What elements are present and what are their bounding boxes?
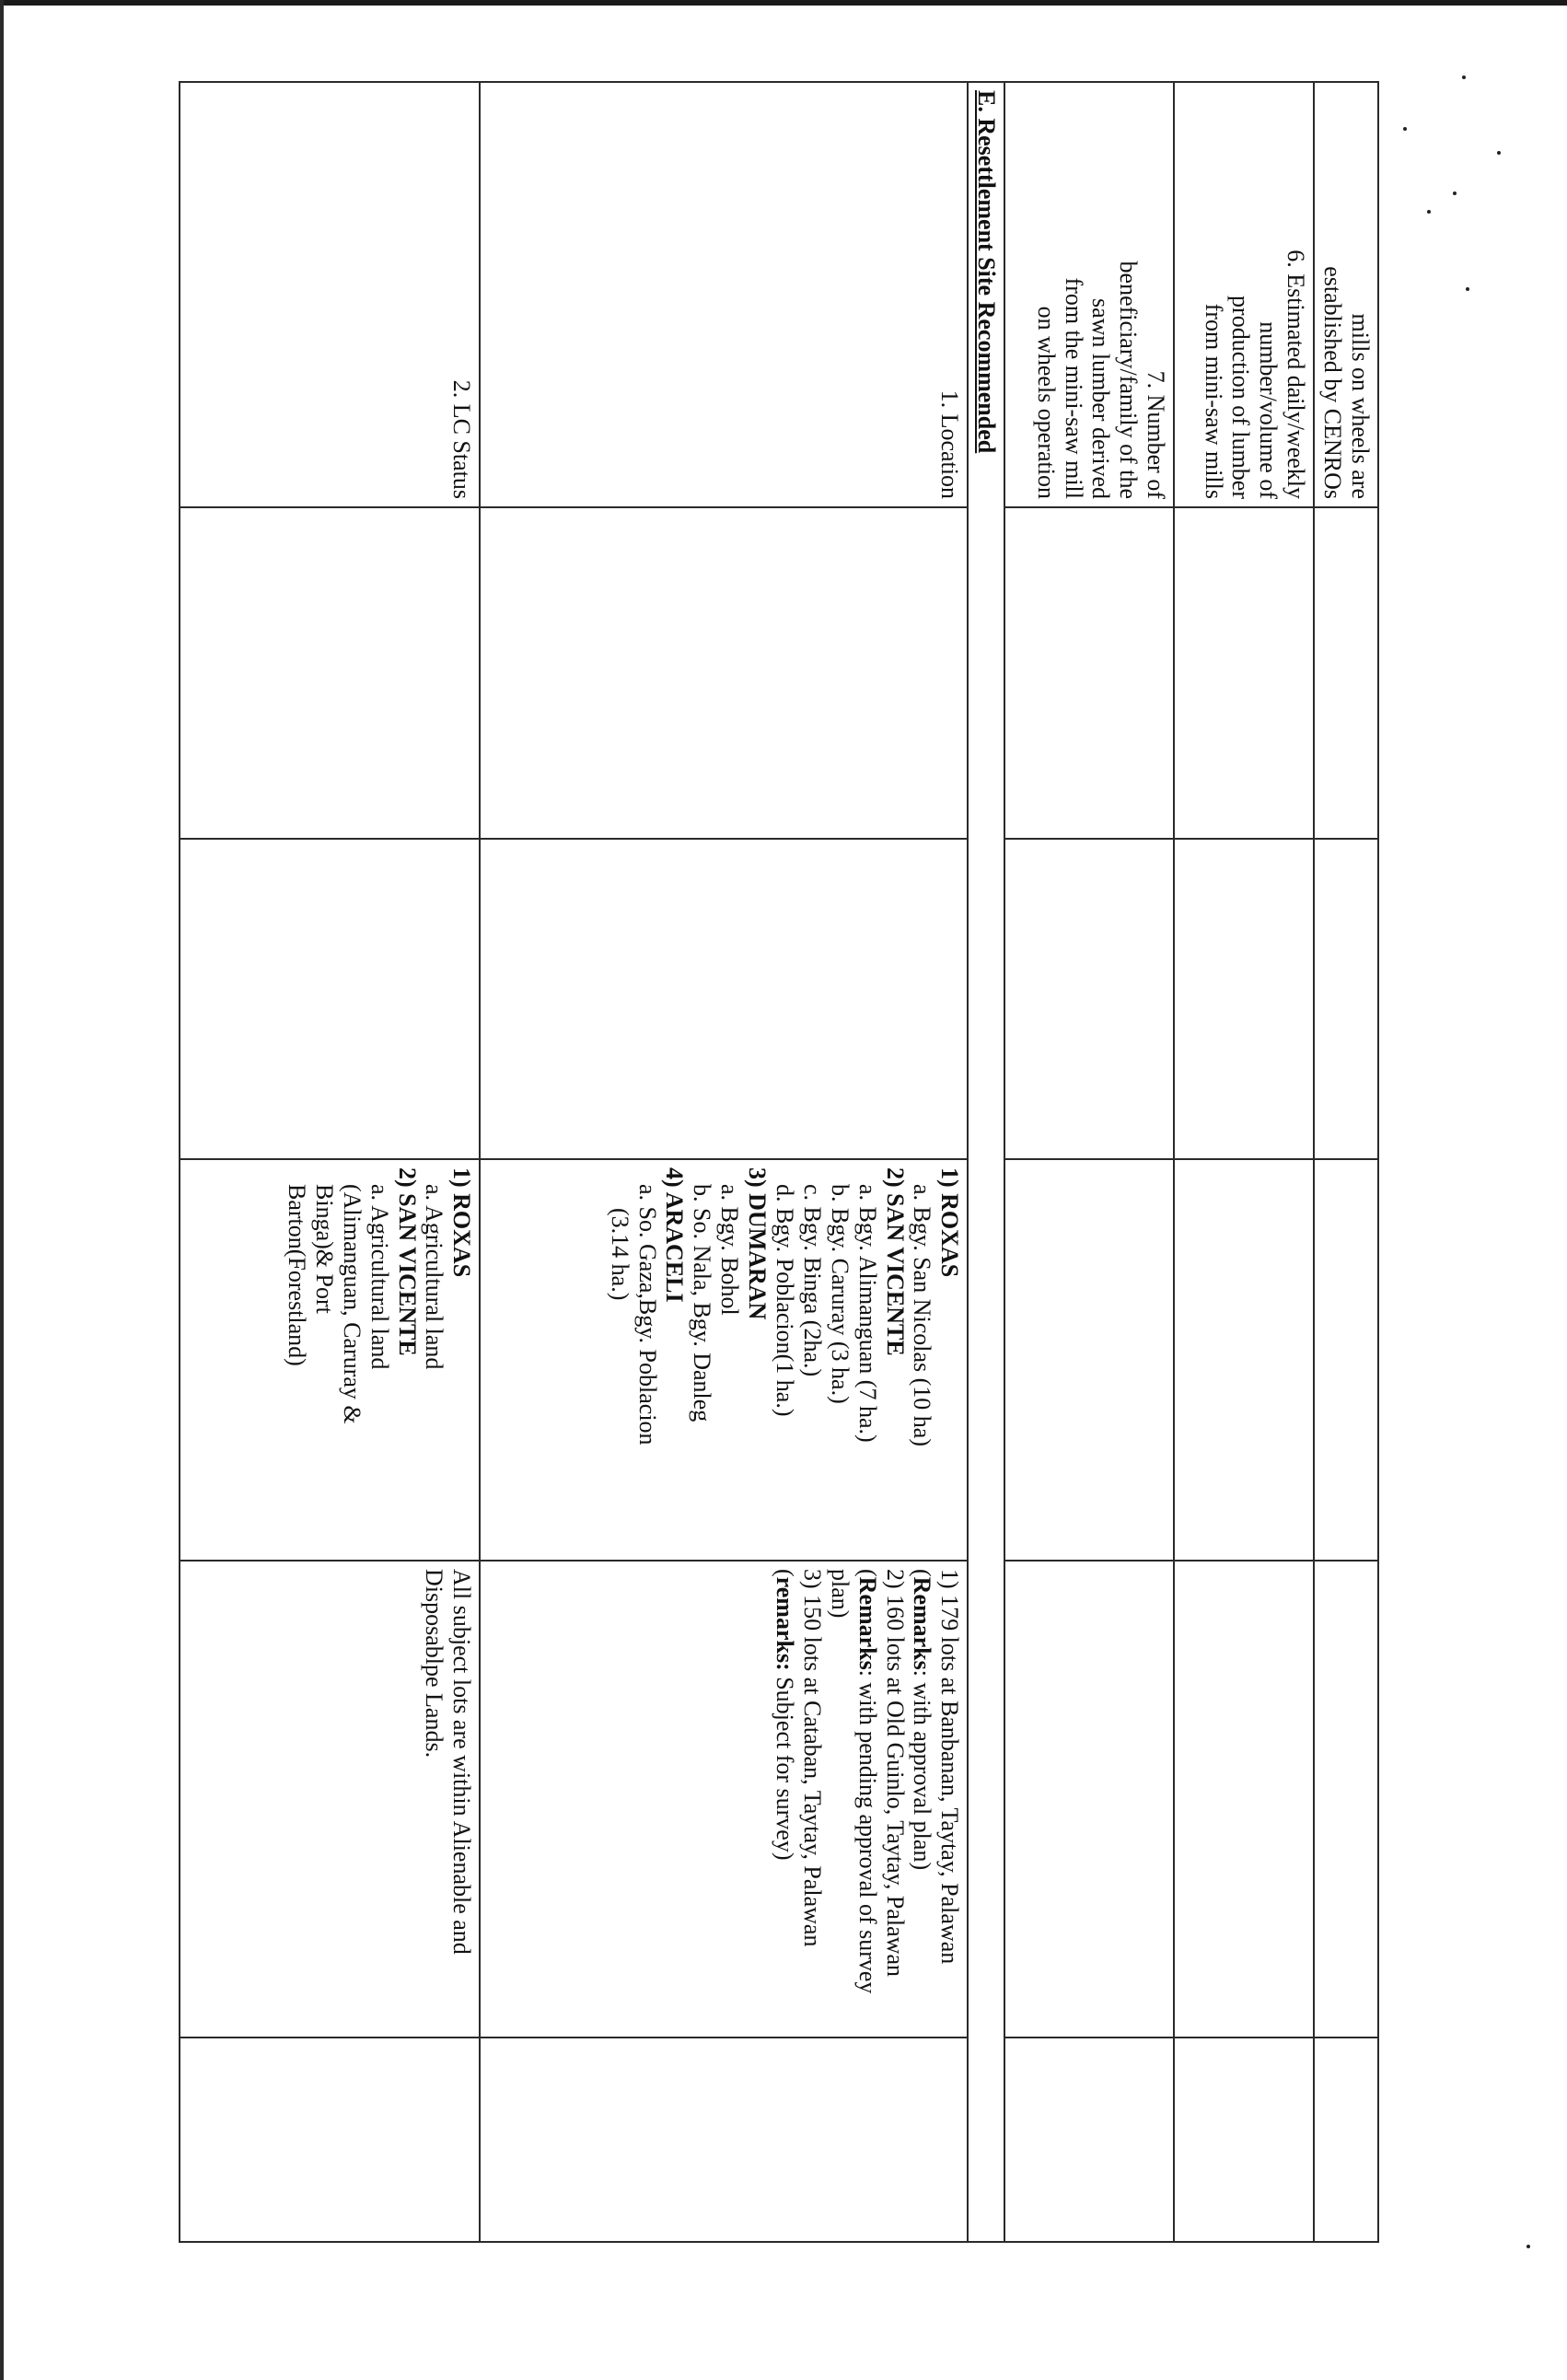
remarks-text: : with pending approval of survey plan): [826, 1569, 881, 1994]
empty-cell: [1174, 1159, 1314, 1561]
site-line: a. Bgy. Bohol: [716, 1184, 744, 1316]
remarks-text: 2) 160 lots at Old Guinlo, Taytay, Palawan (: [853, 1569, 909, 1978]
empty-cell: [1174, 2038, 1314, 2242]
lc-status-list-cell: [180, 1159, 480, 1561]
empty-cell: [480, 2038, 968, 2242]
table-row: [1314, 82, 1378, 2242]
site-line: b. Bgy. Caruray (3 ha.): [826, 1184, 853, 1404]
empty-cell: [1314, 1561, 1378, 2038]
site-line: d. Bgy. Poblacion(1 ha.): [771, 1184, 798, 1417]
row-label: mills on wheels are established by CENROs: [1319, 266, 1374, 499]
empty-cell: [180, 507, 480, 839]
site-line: a. Bgy. Alimanguan (7 ha.): [853, 1184, 881, 1443]
empty-cell: [480, 507, 968, 839]
remarks-keyword: remarks:: [771, 1576, 798, 1671]
municipality-heading: 2) SAN VICENTE: [393, 1167, 421, 1356]
remarks-text: 3) 150 lots at Cataban, Taytay, Palawan (: [771, 1569, 826, 1947]
row-label-cell: [180, 82, 480, 507]
municipality-heading: 4) ARACELI: [661, 1167, 689, 1303]
section-row: [968, 82, 1004, 2242]
site-line: (Alimanguan, Caruray &: [338, 1184, 366, 1424]
table-row: [180, 82, 480, 2242]
row-label: 1. Location: [936, 389, 964, 499]
row-label: 7. Number of beneficiary/family of the sawn lumber derived from the mini-saw mill on wheels operation: [1032, 261, 1170, 499]
row-label-cell: [1004, 82, 1174, 507]
municipality-heading: 1) ROXAS: [448, 1167, 476, 1278]
empty-cell: [1174, 507, 1314, 839]
remarks-text: All subject lots are within Alienable and Disposablpe Lands.: [421, 1569, 476, 1955]
remarks-text: : with approval plan): [909, 1669, 936, 1871]
location-list-cell: [480, 1159, 968, 1561]
table-row: [480, 82, 968, 2242]
site-line: Binga)& Port: [310, 1184, 338, 1314]
row-label-cell: [480, 82, 968, 507]
resettlement-form-table: [179, 81, 1379, 2243]
site-line: (3.14 ha.): [606, 1208, 633, 1301]
empty-cell: [480, 839, 968, 1159]
empty-cell: [1314, 2038, 1378, 2242]
row-label: 6. Estimated daily/weekly number/volume of production of lumber from mini-saw mills: [1200, 250, 1310, 499]
remarks-text: 1) 179 lots at Banbanan, Taytay, Palawan (: [909, 1569, 964, 1965]
empty-cell: [1174, 1561, 1314, 2038]
site-line: a. So. Gaza,Bgy. Poblacion: [633, 1184, 661, 1445]
empty-cell: [1314, 839, 1378, 1159]
empty-cell: [1004, 507, 1174, 839]
site-line: Barton(Forestland): [283, 1184, 310, 1366]
site-line: b. So. Nala, Bgy. Danleg: [689, 1184, 716, 1422]
empty-cell: [1174, 839, 1314, 1159]
site-line: a. Bgy. San Nicolas (10 ha): [909, 1184, 936, 1446]
empty-cell: [1004, 1159, 1174, 1561]
lc-remarks-cell: [180, 1561, 480, 2038]
empty-cell: [1004, 2038, 1174, 2242]
location-remarks-cell: [480, 1561, 968, 2038]
site-line: c. Bgy. Binga (2ha.): [798, 1184, 826, 1377]
row-label-cell: [1174, 82, 1314, 507]
table-row: [1004, 82, 1174, 2242]
row-label-cell: [1314, 82, 1378, 507]
row-label: 2. LC Status: [448, 379, 476, 499]
site-line: a. Agricultural land: [421, 1184, 448, 1370]
remarks-text: Subject for survey): [771, 1670, 798, 1861]
empty-cell: [180, 2038, 480, 2242]
remarks-keyword: Remarks: [853, 1576, 881, 1670]
table-row: [1174, 82, 1314, 2242]
empty-cell: [1314, 507, 1378, 839]
municipality-heading: 3) DUMARAN: [744, 1167, 772, 1320]
municipality-heading: 2) SAN VICENTE: [881, 1167, 909, 1356]
empty-cell: [1314, 1159, 1378, 1561]
empty-cell: [180, 839, 480, 1159]
site-line: a. Agricultural land: [366, 1184, 393, 1370]
remarks-keyword: Remarks: [909, 1576, 936, 1670]
empty-cell: [1004, 1561, 1174, 2038]
municipality-heading: 1) ROXAS: [936, 1167, 964, 1278]
section-heading: E. Resettlement Site Recommended: [968, 82, 1004, 2242]
empty-cell: [1004, 839, 1174, 1159]
